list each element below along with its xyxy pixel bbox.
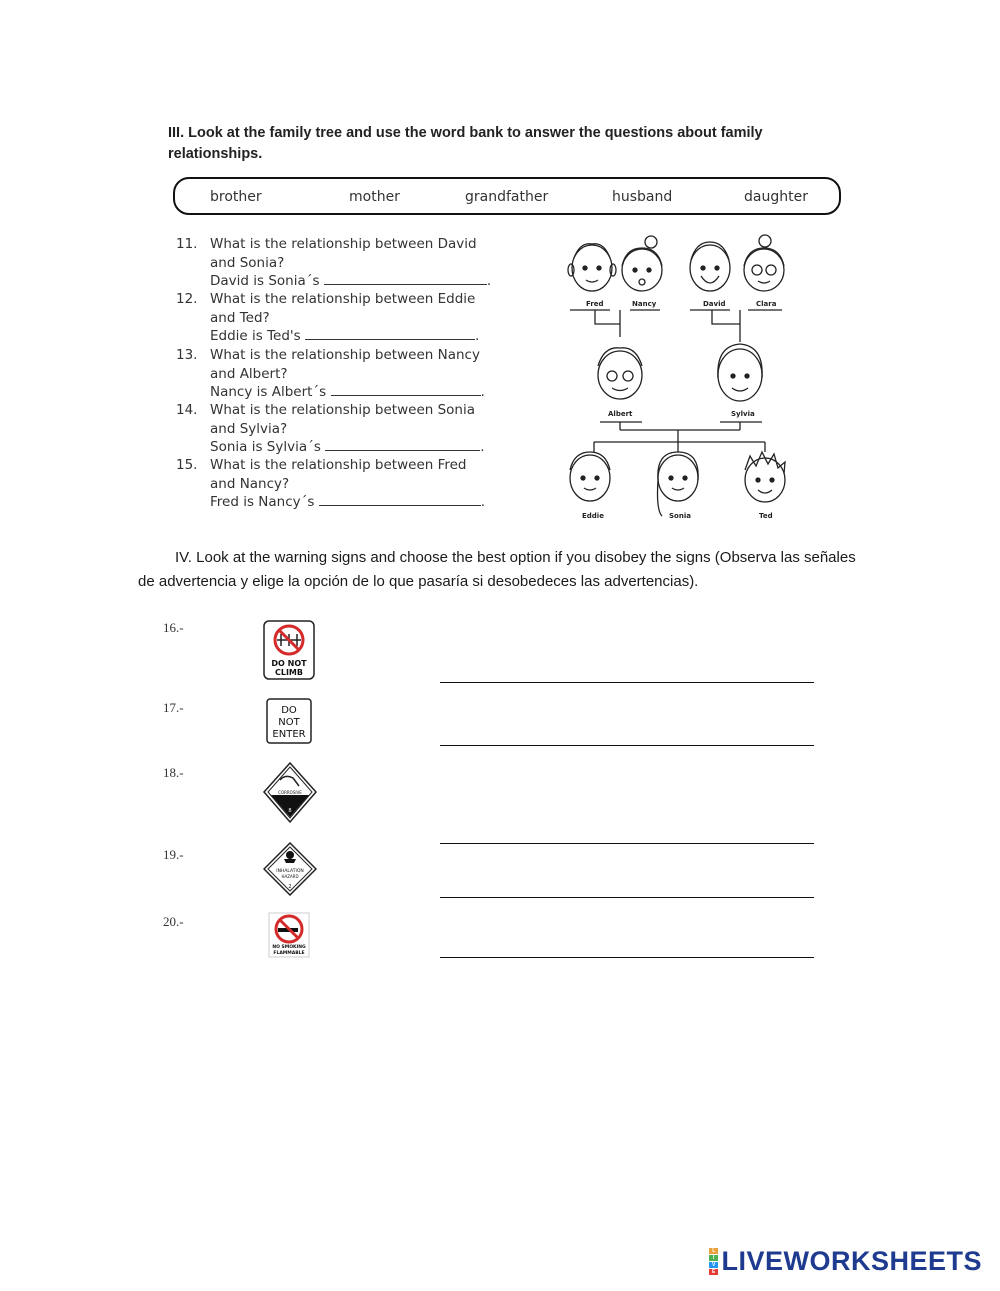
svg-text:HAZARD: HAZARD bbox=[281, 874, 299, 879]
svg-text:8: 8 bbox=[288, 808, 292, 814]
item-16-number: 16.- bbox=[163, 620, 184, 635]
sonia-face-icon bbox=[658, 452, 699, 516]
answer-line-17[interactable] bbox=[440, 745, 814, 746]
answer-line-20[interactable] bbox=[440, 957, 814, 958]
sylvia-face-icon bbox=[718, 344, 762, 401]
do-not-enter-sign-icon bbox=[266, 698, 312, 744]
answer-line-16[interactable] bbox=[440, 682, 814, 683]
family-tree bbox=[560, 230, 800, 522]
question-11: 11. What is the relationship between David and Sonia? David is Sonia´s . bbox=[176, 236, 492, 289]
inhalation-hazard-sign-icon bbox=[263, 842, 317, 896]
svg-text:CLIMB: CLIMB bbox=[274, 668, 304, 677]
answer-blank[interactable] bbox=[319, 493, 481, 506]
svg-text:INHALATION: INHALATION bbox=[276, 869, 304, 874]
no-smoking-sign-icon bbox=[268, 912, 310, 958]
answer-line-18[interactable] bbox=[440, 843, 814, 844]
tree-label-fred: Fred bbox=[586, 300, 604, 308]
question-15: 15. What is the relationship between Fred and Nancy? Fred is Nancy´s . bbox=[176, 457, 485, 510]
tree-label-ted: Ted bbox=[759, 512, 773, 520]
svg-text:DO: DO bbox=[281, 705, 297, 716]
no-climb-sign-icon bbox=[263, 620, 315, 680]
word-bank-item: daughter bbox=[744, 189, 808, 205]
svg-text:2: 2 bbox=[288, 884, 292, 890]
answer-blank[interactable] bbox=[324, 272, 487, 285]
svg-text:FLAMMABLE: FLAMMABLE bbox=[273, 951, 305, 956]
word-bank bbox=[173, 177, 841, 215]
word-bank-item: brother bbox=[210, 189, 262, 205]
section-3-title: III. Look at the family tree and use the word bank to answer the questions about family relationships. bbox=[168, 125, 763, 162]
liveworksheets-logo[interactable] bbox=[709, 1246, 982, 1277]
question-12: 12. What is the relationship between Eddie and Ted? Eddie is Ted's . bbox=[176, 291, 480, 344]
question-13: 13. What is the relationship between Nancy and Albert? Nancy is Albert´s . bbox=[176, 347, 485, 400]
answer-blank[interactable] bbox=[331, 383, 481, 396]
word-bank-item: husband bbox=[612, 189, 673, 205]
logo-text: LIVEWORKSHEETS bbox=[721, 1246, 982, 1276]
item-19-number: 19.- bbox=[163, 847, 184, 862]
tree-label-david: David bbox=[703, 300, 726, 308]
tree-label-clara: Clara bbox=[756, 300, 777, 308]
albert-face-icon bbox=[598, 348, 642, 399]
item-18-number: 18.- bbox=[163, 765, 184, 780]
item-17-number: 17.- bbox=[163, 700, 184, 715]
eddie-face-icon bbox=[570, 452, 610, 501]
word-bank-item: grandfather bbox=[465, 189, 549, 205]
answer-blank[interactable] bbox=[305, 327, 475, 340]
tree-label-nancy: Nancy bbox=[632, 300, 657, 308]
svg-text:NO SMOKING: NO SMOKING bbox=[272, 945, 306, 950]
svg-text:ENTER: ENTER bbox=[272, 729, 306, 740]
section-4-instructions: IV. Look at the warning signs and choose the best option if you disobey the signs (Observa las señales de advertencia y elige la opción de lo que pasaría si desobedeces las advertencias). bbox=[138, 549, 856, 590]
svg-text:DO NOT: DO NOT bbox=[271, 659, 307, 668]
tree-label-sylvia: Sylvia bbox=[731, 410, 755, 418]
item-20-number: 20.- bbox=[163, 914, 184, 929]
tree-label-albert: Albert bbox=[608, 410, 633, 418]
nancy-face-icon bbox=[622, 236, 662, 291]
corrosive-sign-icon bbox=[263, 762, 317, 824]
answer-blank[interactable] bbox=[325, 438, 480, 451]
word-bank-item: mother bbox=[349, 189, 400, 205]
svg-text:NOT: NOT bbox=[278, 717, 300, 728]
tree-label-sonia: Sonia bbox=[669, 512, 691, 520]
answer-line-19[interactable] bbox=[440, 897, 814, 898]
tree-label-eddie: Eddie bbox=[582, 512, 604, 520]
clara-face-icon bbox=[744, 235, 784, 291]
ted-face-icon bbox=[745, 452, 785, 502]
fred-face-icon bbox=[568, 244, 616, 291]
logo-mark-icon: L I V E bbox=[709, 1248, 718, 1275]
david-face-icon bbox=[690, 242, 730, 291]
svg-text:CORROSIVE: CORROSIVE bbox=[278, 790, 302, 795]
question-14: 14. What is the relationship between Sonia and Sylvia? Sonia is Sylvia´s . bbox=[176, 402, 485, 455]
